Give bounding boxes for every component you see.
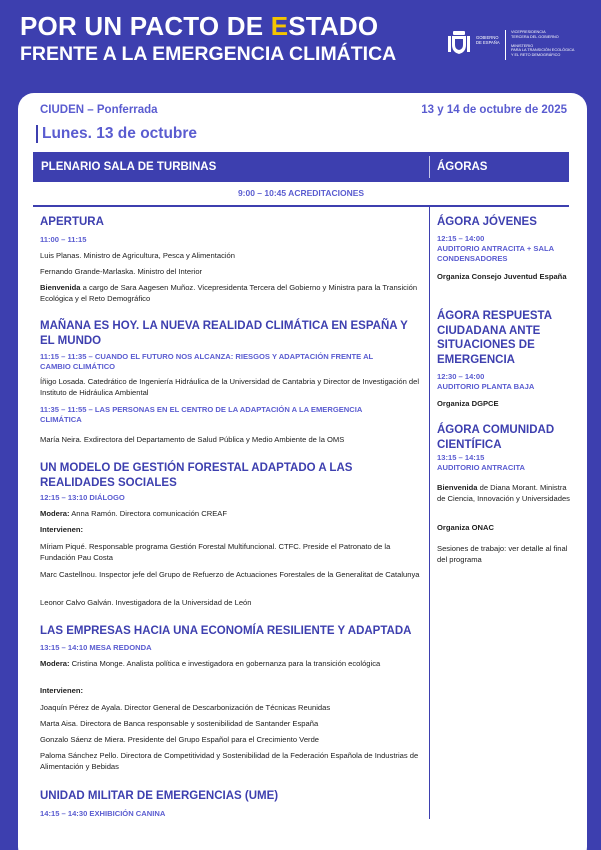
program-card (18, 93, 587, 850)
agora-title: ÁGORA RESPUESTA CIUDADANA ANTE SITUACIONES DE EMERGENCIA (437, 310, 552, 366)
coat-of-arms-icon (447, 30, 471, 56)
moderator (40, 658, 405, 669)
event-place: CIUDEN – Ponferrada (40, 104, 158, 116)
speaker: Míriam Piqué. Responsable programa Gestión Forestal Multifuncional. CTFC. Preside el Patronato de la Fundación Pau Costa (40, 542, 391, 562)
speaker: Marc Castellnou. Inspector jefe del Grupo de Refuerzo de Actuaciones Forestales de la Generalitat de Catalunya (40, 570, 420, 579)
session-time: 12:15 – 13:10 DIÁLOGO (40, 493, 125, 502)
agora-time: 12:30 – 14:00 AUDITORIO PLANTA BAJA (437, 372, 535, 391)
event-subtitle: FRENTE A LA EMERGENCIA CLIMÁTICA (20, 43, 397, 65)
speaker: Gonzalo Sáenz de Miera. Presidente del Grupo Español para el Crecimiento Verde (40, 735, 320, 744)
title-part: STADO (288, 11, 379, 41)
ministry-name: VICEPRESIDENCIA TERCERA DEL GOBIERNO MINISTERIO PARA LA TRANSICIÓN ECOLÓGICA Y EL RETO DEMOGRÁFICO (511, 30, 575, 57)
talk-time: 11:35 – 11:55 – LAS PERSONAS EN EL CENTRO DE LA ADAPTACIÓN A LA EMERGENCIA CLIMÁTICA (40, 405, 363, 424)
speaker: María Neira. Exdirectora del Departamento de Salud Pública y Medio Ambiente de la OMS (40, 435, 345, 444)
welcome-text: de Diana Morant. Ministra de Ciencia, Innovación y Universidades (437, 483, 570, 503)
title-flag-letter: E (270, 11, 289, 41)
agora-time: 13:15 – 14:15 AUDITORIO ANTRACITA (437, 453, 526, 472)
panel-label: Intervienen: (40, 686, 84, 695)
speaker: Joaquín Pérez de Ayala. Director General de Descarbonización de Técnicas Reunidas (40, 703, 331, 712)
accreditation-slot: 9:00 – 10:45 ACREDITACIONES (237, 188, 365, 198)
talk-time: 11:15 – 11:35 – CUANDO EL FUTURO NOS ALCANZA: RIESGOS Y ADAPTACIÓN FRENTE AL CAMBIO CLIMÁTICO (40, 352, 374, 371)
government-name: GOBIERNO DE ESPAÑA (476, 35, 500, 45)
speaker: Leonor Calvo Galván. Investigadora de la Universidad de León (40, 598, 252, 607)
day-heading (36, 125, 197, 143)
session-title: UN MODELO DE GESTIÓN FORESTAL ADAPTADO A LAS REALIDADES SOCIALES (40, 462, 353, 489)
moderator-text: Anna Ramón. Directora comunicación CREAF (69, 509, 227, 518)
moderator-text: Cristina Monge. Analista política e investigadora en gobernanza para la transición ecológica (69, 659, 381, 668)
session-title: MAÑANA ES HOY. LA NUEVA REALIDAD CLIMÁTICA EN ESPAÑA Y EL MUNDO (40, 320, 408, 347)
event-title (20, 13, 378, 40)
session-time: 13:15 – 14:10 MESA REDONDA (40, 643, 152, 652)
column-divider (429, 156, 430, 178)
agora-note: Sesiones de trabajo: ver detalle al final del programa (437, 544, 568, 564)
panel-label: Intervienen: (40, 525, 84, 534)
agora-time: 12:15 – 14:00 AUDITORIO ANTRACITA + SALA CONDENSADORES (437, 234, 554, 263)
government-logo (447, 30, 595, 66)
moderator-label: Modera: (40, 509, 70, 518)
session-title: UNIDAD MILITAR DE EMERGENCIAS (UME) (40, 790, 279, 802)
header-banner (0, 0, 601, 92)
welcome-label: Bienvenida (437, 483, 478, 492)
welcome-label: Bienvenida (40, 283, 81, 292)
event-dates: 13 y 14 de octubre de 2025 (421, 104, 567, 116)
agora-organizer: Organiza Consejo Juventud España (437, 272, 567, 281)
speaker: Paloma Sánchez Pello. Directora de Competitividad y Sostenibilidad de la Federación Española de Industrias de Alimentación y Bebidas (40, 751, 419, 771)
title-part: POR UN PACTO DE (20, 11, 271, 41)
speaker: Íñigo Losada. Catedrático de Ingeniería Hidráulica de la Universidad de Cantabria y Director de Investigación del Instituto de Hidráulica Ambiental (40, 377, 420, 397)
logo-divider (505, 30, 506, 60)
agora-organizer: Organiza ONAC (437, 523, 494, 532)
day-label: Lunes. 13 de octubre (42, 125, 198, 142)
welcome-text: a cargo de Sara Aagesen Muñoz. Vicepresidenta Tercera del Gobierno y Ministra para la Transición Ecológica y el Reto Demográfico (40, 283, 418, 303)
agora-title: ÁGORA COMUNIDAD CIENTÍFICA (437, 424, 555, 451)
columns-header (33, 152, 569, 182)
speaker: Fernando Grande-Marlaska. Ministro del Interior (40, 267, 203, 276)
agora-title: ÁGORA JÓVENES (437, 216, 537, 228)
horizontal-rule (33, 205, 569, 207)
agora-organizer: Organiza DGPCE (437, 399, 499, 408)
vertical-rule (429, 207, 430, 819)
session-time: 11:00 – 11:15 (40, 235, 87, 244)
plenary-column-title: PLENARIO SALA DE TURBINAS (41, 161, 217, 173)
moderator-label: Modera: (40, 659, 70, 668)
session-time: 14:15 – 14:30 EXHIBICIÓN CANINA (40, 809, 166, 818)
session-title: APERTURA (40, 216, 104, 228)
speaker: Marta Aisa. Directora de Banca responsable y sostenibilidad de Santander España (40, 719, 319, 728)
session-title: LAS EMPRESAS HACIA UNA ECONOMÍA RESILIENTE Y ADAPTADA (40, 625, 412, 637)
speaker: Luis Planas. Ministro de Agricultura, Pesca y Alimentación (40, 251, 236, 260)
moderator (40, 508, 420, 519)
agora-welcome (437, 482, 571, 504)
welcome-speaker (40, 282, 420, 304)
agoras-column-title: ÁGORAS (437, 161, 488, 173)
